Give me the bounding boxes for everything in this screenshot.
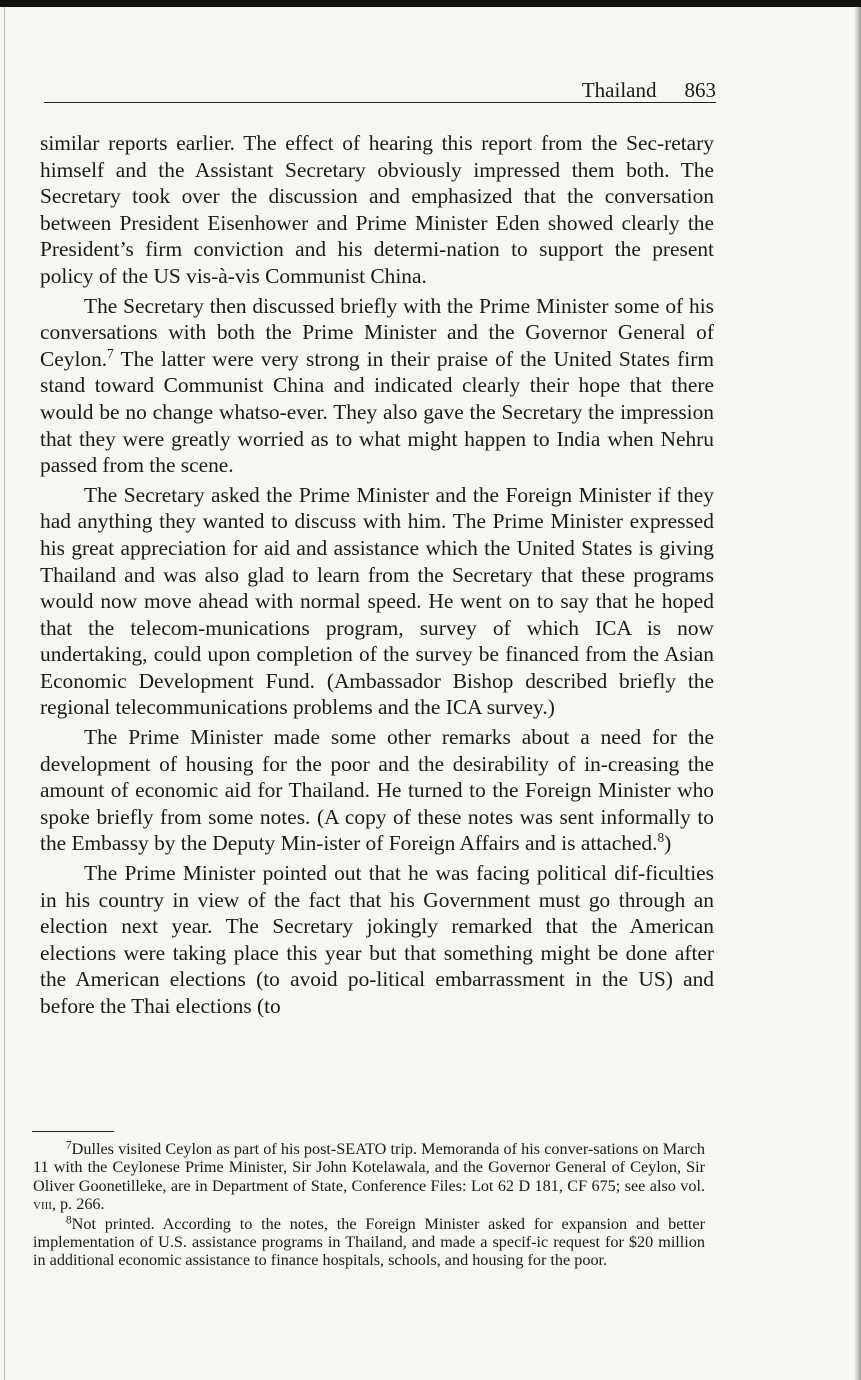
paragraph (40, 482, 714, 721)
footnote (33, 1140, 705, 1214)
paragraph-text: The Secretary asked the Prime Minister and the Foreign Minister if they had anything they wanted to discuss with him. The Prime Minister expressed his great appreciation for aid and assistance which the United States is giving Thailand and was also glad to learn from the Secretary that these programs would now move ahead with normal speed. He went on to say that he hoped that the telecom-munications program, survey of which ICA is now undertaking, could upon completion of the survey be financed from the Asian Economic Development Fund. (Ambassador Bishop described briefly the regional telecommunications problems and the ICA survey.) (40, 482, 714, 720)
footnote-text: , p. 266. (51, 1195, 105, 1214)
page-top-edge (0, 0, 861, 7)
running-head (582, 78, 716, 102)
paragraph-text: The Prime Minister made some other remarks about a need for the development of housing for the poor and the desirability of in-creasing the amount of economic aid for Thailand. He turned to the Foreign Minister who spoke briefly from some notes. (A copy of these notes was sent informally to the Embassy by the Deputy Min-ister of Foreign Affairs and is attached. (40, 725, 714, 856)
volume-number: viii (33, 1195, 52, 1214)
page-header (44, 78, 716, 103)
footnote-marker: 7 (66, 1139, 72, 1152)
footnote-reference: 7 (107, 345, 114, 361)
paragraph-text: similar reports earlier. The effect of hearing this report from the Sec-retary himself and the Assistant Secretary obviously impressed them both. The Secretary took over the discussion and emphasized that the conversation between President Eisenhower and Prime Minister Eden showed clearly the President’s firm conviction and his determi-nation to support the present policy of the US vis-à-vis Communist China. (40, 131, 714, 288)
footnote-marker: 8 (66, 1213, 72, 1226)
paragraph-text: The latter were very strong in their praise of the United States firm stand toward Communist China and indicated clearly their hope that there would be no change whatso-ever. They also gave the Secretary the impression that they were greatly worried as to what might happen to India when Nehru passed from the scene. (40, 346, 714, 478)
footnote-reference: 8 (657, 830, 665, 846)
paragraph (40, 724, 714, 857)
page-binding-edge (855, 7, 861, 1380)
footnote-separator (32, 1131, 114, 1132)
page-left-edge (4, 7, 5, 1380)
main-text (40, 130, 714, 1020)
page-number: 863 (684, 78, 716, 102)
footnote-text: Not printed. According to the notes, the Foreign Minister asked for expansion and better implementation of U.S. assistance programs in Thailand, and made a specif-ic request for $20 million in additional economic assistance to finance hospitals, schools, and housing for the poor. (33, 1214, 705, 1270)
paragraph (40, 130, 714, 290)
section-title: Thailand (581, 78, 657, 102)
paragraph-text: ) (664, 831, 672, 856)
paragraph-text: The Secretary then discussed briefly with the Prime Minister some of his conversations with both the Prime Minister and the Governor General of Ceylon. (40, 293, 714, 371)
footnote-text: Dulles visited Ceylon as part of his post-SEATO trip. Memoranda of his conver-sations on March 11 with the Ceylonese Prime Minister, Sir John Kotelawala, and the Governor General of Ceylon, Sir Oliver Goonetilleke, are in Department of State, Conference Files: Lot 62 D 181, CF 675; see also vol. (33, 1140, 705, 1195)
footnote (33, 1215, 705, 1270)
paragraph (40, 860, 714, 1020)
footnotes (33, 1140, 705, 1270)
paragraph-text: The Prime Minister pointed out that he was facing political dif-ficulties in his country in view of the fact that his Government must go through an election next year. The Secretary jokingly remarked that the American elections were taking place this year but that something might be done after the American elections (to avoid po-litical embarrassment in the US) and before the Thai elections (to (40, 861, 714, 1018)
paragraph (40, 293, 714, 479)
